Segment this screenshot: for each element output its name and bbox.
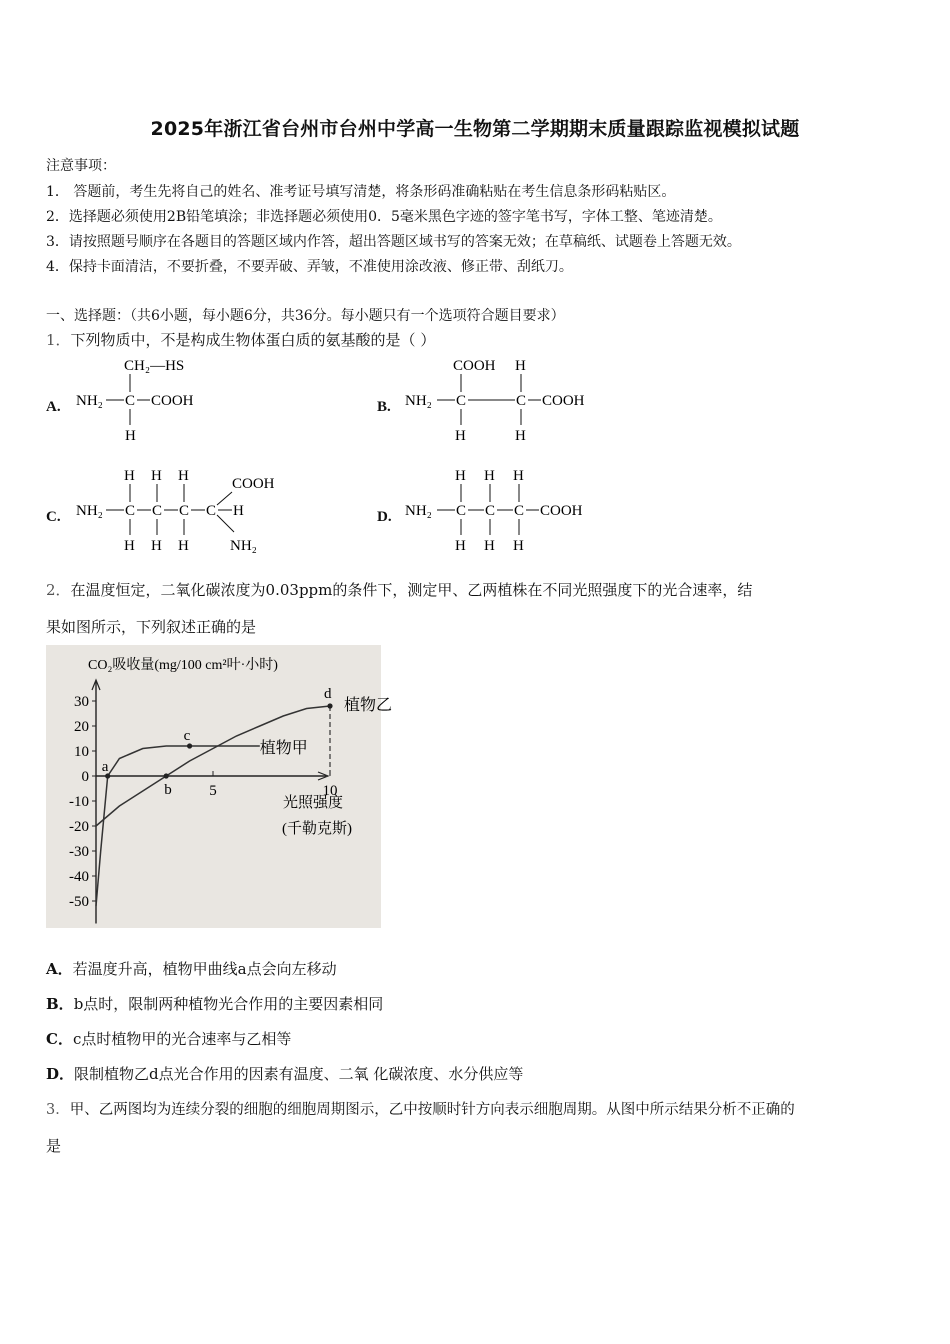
question-number: 3． [46,1102,70,1118]
formula-text: C [456,393,467,409]
x-tick-label: 5 [209,783,217,799]
y-tick-label: 30 [74,694,89,710]
point-label: a [101,759,109,775]
question-stem-continued: 是 [46,1137,62,1155]
formula-text: NH₂ [76,393,103,409]
formula-text: C [485,503,496,519]
formula-text: NH₂ [76,503,103,519]
formula-text: C [514,503,525,519]
formula-text: H [124,468,135,484]
y-tick-label: 0 [81,769,89,785]
series-label: 植物甲 [259,740,308,757]
question-number: 1． [46,331,71,349]
option-label-b: B. [377,399,391,415]
formula-text: H [455,468,466,484]
question-stem-continued: 果如图所示，下列叙述正确的是 [46,618,257,636]
y-tick-label: -30 [69,844,89,860]
formula-text: C [516,393,527,409]
formula-text: H [515,428,526,444]
chart-ylabel: CO₂吸收量(mg/100 cm²叶·小时) [88,658,278,673]
formula-text: CH₂—HS [124,358,185,374]
formula-text: NH₂ [405,393,432,409]
notice-item: 2．选择题必须使用2B铅笔填涂；非选择题必须使用0．5毫米黑色字迹的签字笔书写，字体工整、笔迹清楚。 [46,209,722,225]
option-text: 若温度升高，植物甲曲线a点会向左移动 [72,960,337,978]
formula-c [72,462,292,557]
formula-text: H [455,538,466,554]
formula-text: H [178,468,189,484]
formula-text: H [233,503,244,519]
y-tick-label: -20 [69,819,89,835]
option-label-a: A. [46,399,61,415]
chart-xlabel: (千勒克斯) [282,821,352,837]
y-tick-label: -10 [69,794,89,810]
formula-text: H [484,538,495,554]
question-stem: 下列物质中，不是构成生物体蛋白质的氨基酸的是（ ） [70,331,436,349]
series-line-1 [96,746,260,906]
formula-text: NH₂ [405,503,432,519]
y-tick-label: -50 [69,894,89,910]
question-stem: 在温度恒定，二氧化碳浓度为0.03ppm的条件下，测定甲、乙两植株在不同光照强度下的光合速率，结 [70,581,753,599]
option-d [46,1063,523,1084]
formula-text: H [151,538,162,554]
formula-text: NH₂ [230,538,257,554]
option-label: D． [46,1065,75,1083]
formula-text: C [456,503,467,519]
formula-text: H [151,468,162,484]
photosynthesis-chart [46,645,393,928]
question-stem: 甲、乙两图均为连续分裂的细胞的细胞周期图示，乙中按顺时针方向表示细胞周期。从图中所示结果分析不正确的 [69,1102,795,1118]
option-label: B． [46,995,74,1013]
formula-text: COOH [542,393,585,409]
formula-text: H [513,538,524,554]
question-1 [46,329,435,350]
series-label: 植物乙 [344,697,393,714]
option-c [46,1028,291,1049]
point-marker [164,773,169,778]
y-tick-label: -40 [69,869,89,885]
point-marker [327,703,332,708]
point-label: d [324,686,332,702]
formula-text: H [124,538,135,554]
notice-item: 1． 答题前，考生先将自己的姓名、准考证号填写清楚，将条形码准确粘贴在考生信息条形码粘贴区。 [46,184,676,200]
formula-text: COOH [151,393,194,409]
formula-text: COOH [232,476,275,492]
option-label-d: D. [377,509,392,525]
formula-text: H [513,468,524,484]
question-number: 2． [46,581,71,599]
chart-panel [46,645,393,928]
question-2 [46,579,752,600]
y-tick-label: 10 [74,744,89,760]
formula-d [403,462,603,557]
formula-text: C [125,503,136,519]
formula-text: C [179,503,190,519]
formula-text: H [178,538,189,554]
section-heading: 一、选择题：（共6小题，每小题6分，共36分。每小题只有一个选项符合题目要求） [46,308,565,324]
formula-text: H [515,358,526,374]
formula-b [403,352,603,447]
formula-text: COOH [540,503,583,519]
question-3 [46,1098,795,1119]
formula-a [72,352,212,447]
notice-item: 4．保持卡面清洁，不要折叠，不要弄破、弄皱，不准使用涂改液、修正带、刮纸刀。 [46,259,573,275]
formula-text: COOH [453,358,496,374]
option-a [46,958,337,979]
notice-item: 3．请按照题号顺序在各题目的答题区域内作答，超出答题区域书写的答案无效；在草稿纸、试题卷上答题无效。 [46,234,741,250]
formula-text: H [125,428,136,444]
y-tick-label: 20 [74,719,89,735]
option-label-c: C. [46,509,61,525]
option-text: 限制植物乙d点光合作用的因素有温度、二氧 化碳浓度、水分供应等 [74,1065,524,1083]
option-text: c点时植物甲的光合速率与乙相等 [72,1030,292,1048]
notice-heading: 注意事项： [46,158,116,174]
option-text: b点时，限制两种植物光合作用的主要因素相同 [73,995,384,1013]
formula-text: C [125,393,136,409]
formula-text: C [206,503,217,519]
formula-text: C [152,503,163,519]
option-b [46,993,383,1014]
option-label: C． [46,1030,73,1048]
x-tick-label: 10 [322,783,338,799]
formula-text: H [455,428,466,444]
chart-xlabel: 光照强度 [283,795,344,811]
point-marker [187,743,192,748]
point-label: b [164,782,172,798]
point-label: c [183,728,191,744]
formula-text: H [484,468,495,484]
page-title: 2025年浙江省台州市台州中学高一生物第二学期期末质量跟踪监视模拟试题 [150,118,800,140]
option-label: A． [46,960,73,978]
